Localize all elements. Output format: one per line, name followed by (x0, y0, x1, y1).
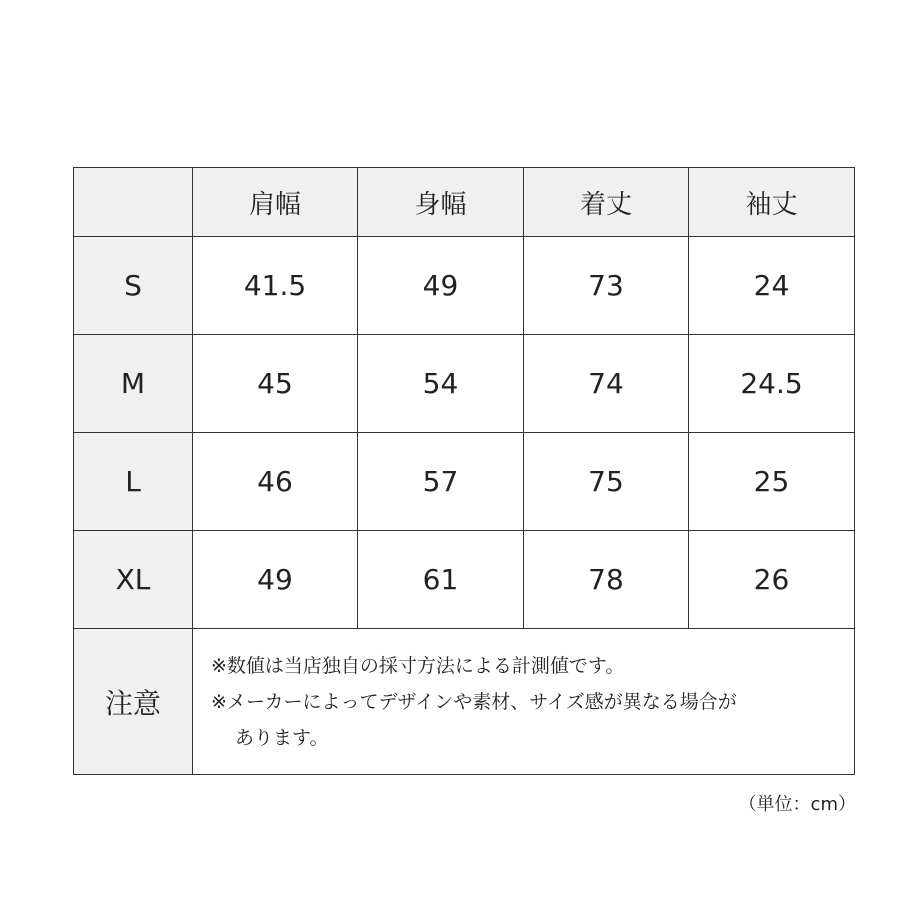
table-cell: 24.5 (689, 335, 855, 433)
header-row (74, 168, 855, 237)
table-cell: 57 (358, 433, 524, 531)
table-cell: 61 (358, 531, 524, 629)
table-cell: 46 (193, 433, 358, 531)
table-row-m (74, 335, 855, 433)
note-row (74, 629, 855, 775)
table-cell: 54 (358, 335, 524, 433)
note-line-1: ※数値は当店独自の採寸方法による計測値です。 (211, 654, 625, 677)
size-label: M (74, 335, 193, 433)
size-label: XL (74, 531, 193, 629)
table-cell: 26 (689, 531, 855, 629)
corner-cell (74, 168, 193, 237)
column-header-length: 着丈 (524, 168, 689, 237)
column-header-sleeve-length: 袖丈 (689, 168, 855, 237)
unit-label: （単位：cm） (738, 794, 856, 815)
size-label: S (74, 237, 193, 335)
note-label: 注意 (74, 629, 193, 775)
column-header-body-width: 身幅 (358, 168, 524, 237)
size-chart-table (73, 167, 855, 775)
table-cell: 25 (689, 433, 855, 531)
note-line-3: あります。 (235, 726, 329, 749)
table-row-s (74, 237, 855, 335)
size-label: L (74, 433, 193, 531)
table-cell: 49 (358, 237, 524, 335)
note-text (193, 629, 855, 775)
table-cell: 41.5 (193, 237, 358, 335)
note-line-2: ※メーカーによってデザインや素材、サイズ感が異なる場合が (211, 690, 737, 713)
table-cell: 74 (524, 335, 689, 433)
table-cell: 45 (193, 335, 358, 433)
table-cell: 49 (193, 531, 358, 629)
table-cell: 73 (524, 237, 689, 335)
table-cell: 75 (524, 433, 689, 531)
column-header-shoulder-width: 肩幅 (193, 168, 358, 237)
table-row-l (74, 433, 855, 531)
table-cell: 78 (524, 531, 689, 629)
table-cell: 24 (689, 237, 855, 335)
table-row-xl (74, 531, 855, 629)
